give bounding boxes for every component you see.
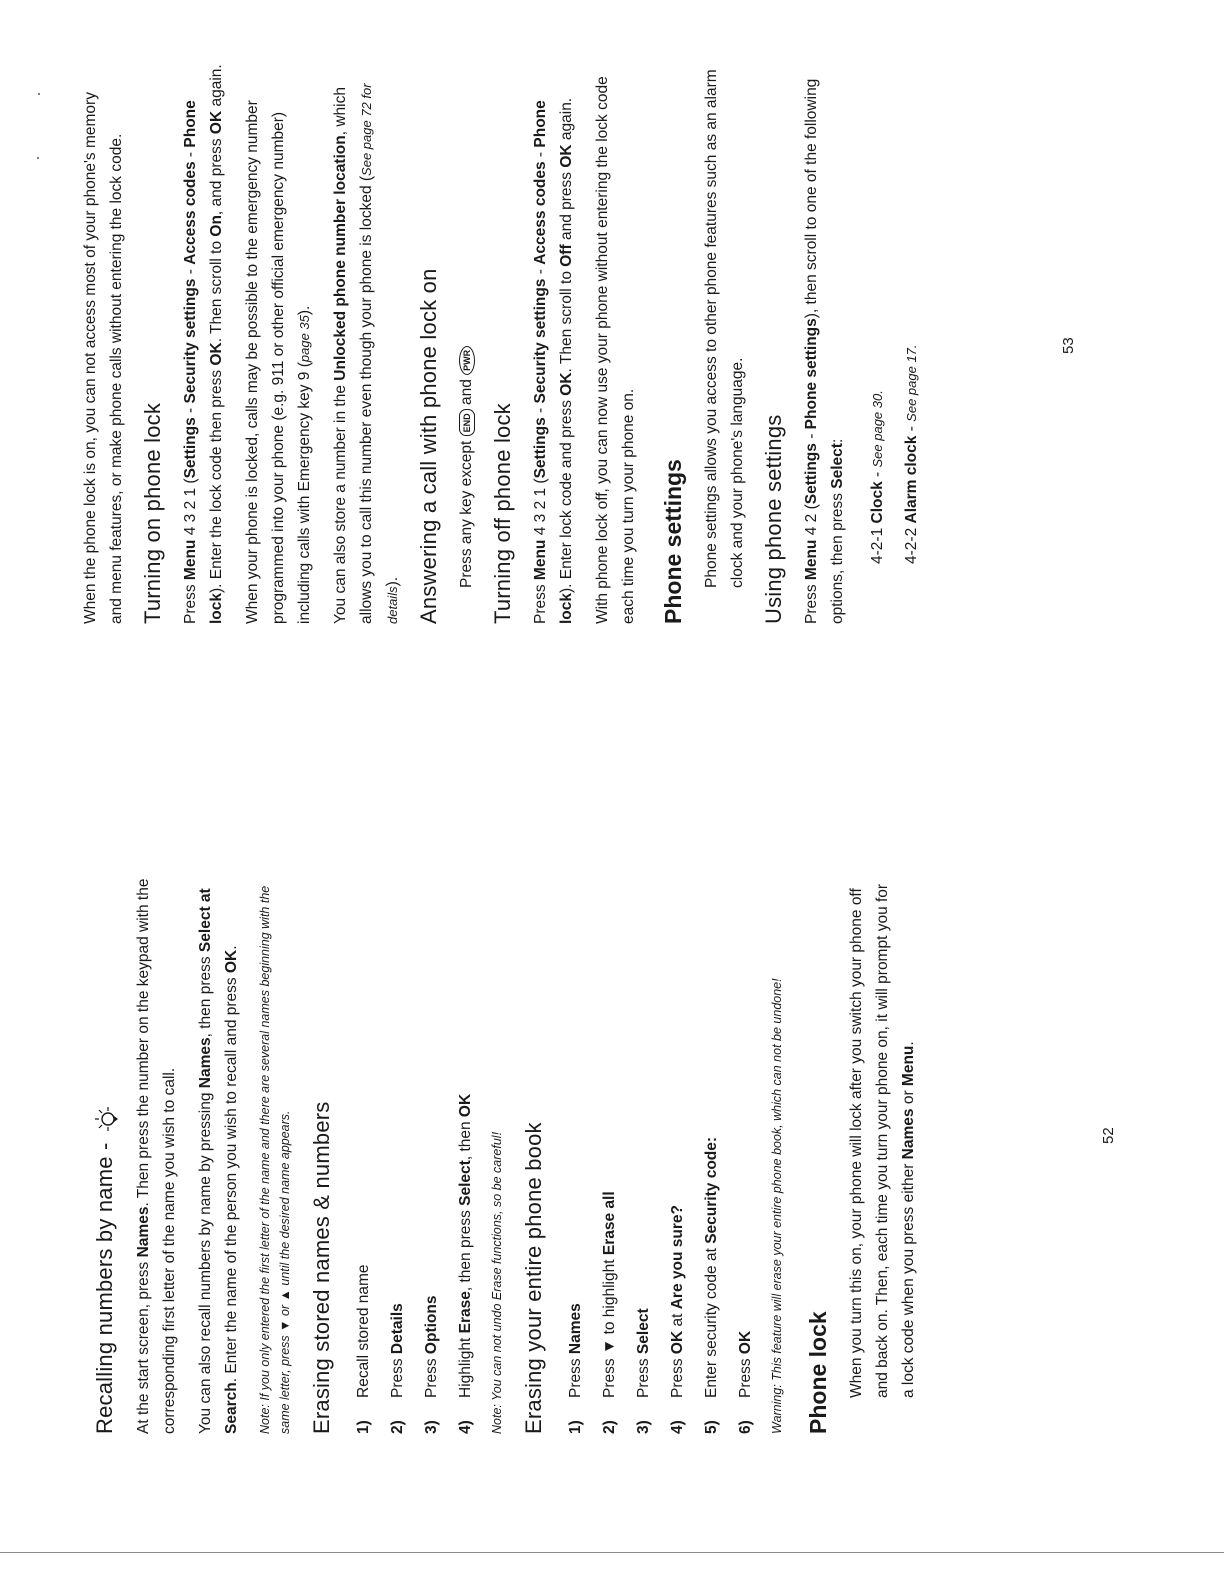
book-step: 2) Press ▼ to highlight Erase all bbox=[601, 1191, 619, 1434]
turning-off-heading: Turning off phone lock bbox=[490, 403, 515, 624]
page-number-52: 52 bbox=[1100, 1127, 1117, 1144]
erase-step: 2) Press Details bbox=[389, 1303, 407, 1434]
erase-step: 4) Highlight Erase, then press Select, then OK bbox=[457, 1093, 475, 1434]
locked-paragraph: When your phone is locked, calls may be possible to the emergency number programmed into your phone (e.g. 911 or other official emergency number) including calls with Emergency key 9 (page 35). bbox=[244, 100, 313, 624]
erase-steps-list bbox=[347, 874, 483, 1434]
tip-bulb-icon bbox=[93, 1106, 119, 1132]
recalling-heading: Recalling numbers by name - bbox=[92, 874, 119, 1434]
page-53 bbox=[78, 64, 929, 624]
recall-note: Note: If you only entered the first letter of the name and there are several names beginning with the same letter, press ▼ or ▲ until the desired name appears. bbox=[258, 885, 293, 1434]
erase-step: 1) Recall stored name bbox=[355, 1264, 373, 1434]
erasing-book-heading: Erasing your entire phone book bbox=[521, 1122, 547, 1434]
answer-paragraph: Press any key except END and PWR bbox=[454, 64, 480, 588]
recall-paragraph-1: At the start screen, press Names. Then press the number on the keypad with the corresponding first letter of the name you wish to call. bbox=[135, 878, 179, 1434]
phone-lock-paragraph: When you turn this on, your phone will lock after you switch your phone off and back on. Then, each time you turn your phone on, it will prompt you for a lock code when you press either Names or Menu. bbox=[848, 883, 918, 1398]
using-settings-paragraph: Press Menu 4 2 (Settings - Phone settings), then scroll to one of the following options, then press Select: bbox=[803, 78, 846, 624]
recall-paragraph-2: You can also recall numbers by name by pressing Names, then press Select at Search. Enter the name of the person you wish to recall and press OK. bbox=[197, 888, 241, 1434]
answering-heading: Answering a call with phone lock on bbox=[416, 268, 441, 624]
option-alarm-clock: 4-2-2 Alarm clock - See page 17. bbox=[903, 344, 920, 564]
erasing-names-heading: Erasing stored names & numbers bbox=[309, 1101, 335, 1434]
turn-off-paragraph: Press Menu 4 3 2 1 (Settings - Security settings - Access codes - Phone lock). Enter lock code and press OK. Then scroll to Off and press OK again. bbox=[532, 97, 575, 624]
power-key-icon: PWR bbox=[459, 346, 475, 375]
phone-settings-paragraph: Phone settings allows you access to other phone features such as an alarm clock and your phone's language. bbox=[703, 69, 746, 588]
page-number-53: 53 bbox=[1060, 337, 1077, 354]
book-step: 3) Press Select bbox=[635, 1308, 653, 1434]
book-step: 4) Press OK at Are you sure? bbox=[669, 1205, 687, 1434]
erase-step: 3) Press Options bbox=[423, 1295, 441, 1434]
turn-on-paragraph: Press Menu 4 3 2 1 (Settings - Security settings - Access codes - Phone lock). Enter the lock code then press OK. Then scroll to On, and press OK again. bbox=[182, 64, 225, 624]
book-steps-list bbox=[559, 874, 763, 1434]
end-key-icon: END bbox=[459, 409, 475, 436]
lock-off-paragraph: With phone lock off, you can now use your phone without entering the lock code each time you turn your phone on. bbox=[594, 76, 637, 624]
book-step: 1) Press Names bbox=[567, 1303, 585, 1434]
phone-settings-heading: Phone settings bbox=[660, 459, 686, 624]
store-paragraph: You can also store a number in the Unlocked phone number location, which allows you to call this number even though your phone is locked (See page 72 for details). bbox=[332, 83, 401, 624]
warning-note: Warning: This feature will erase your entire phone book, which can not be undone! bbox=[770, 978, 785, 1434]
option-clock: 4-2-1 Clock - See page 30. bbox=[869, 390, 886, 564]
phone-lock-heading: Phone lock bbox=[805, 1311, 832, 1434]
book-step: 5) Enter security code at Security code: bbox=[703, 1136, 721, 1434]
book-step: 6) Press OK bbox=[737, 1330, 755, 1434]
intro-paragraph: When the phone lock is on, you can not access most of your phone's memory and menu features, or make phone calls without entering the lock code. bbox=[82, 92, 125, 624]
using-settings-heading: Using phone settings bbox=[761, 414, 786, 624]
erase-note: Note: You can not undo Erase functions, so be careful! bbox=[490, 1131, 505, 1434]
page-52 bbox=[92, 874, 932, 1434]
turning-on-heading: Turning on phone lock bbox=[140, 402, 165, 624]
